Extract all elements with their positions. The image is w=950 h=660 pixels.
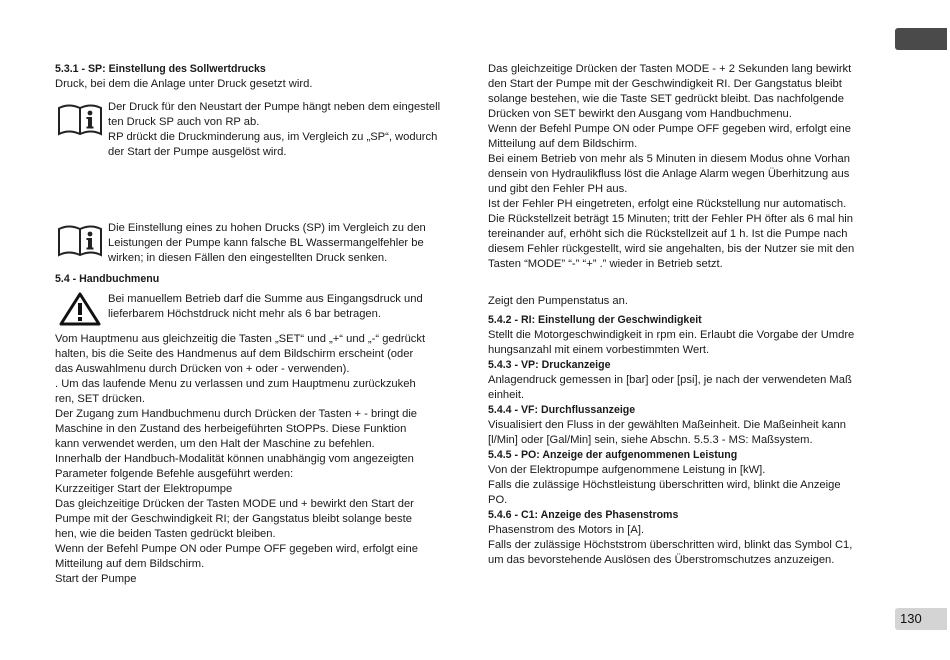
- body-line: Drücken von SET bewirkt den Ausgang vom Handbuchmenu.: [488, 108, 792, 120]
- body-line: um das bevorstehende Auslösen des Überstromschutzes anzuzeigen.: [488, 554, 835, 566]
- body-line: Kurzzeitiger Start der Elektropumpe: [55, 483, 233, 495]
- body-line: Das gleichzeitige Drücken der Tasten MODE und + bewirkt den Start der: [55, 498, 414, 510]
- body-line: und gibt den Fehler PH aus.: [488, 183, 628, 195]
- body-line: diesem Fehler rückgestellt, wird sie angehalten, bis der Nutzer sie mit den: [488, 243, 855, 255]
- body-line: Phasenstrom des Motors in [A].: [488, 524, 645, 536]
- body-line: Tasten “MODE” “-” “+” .” wieder in Betrieb setzt.: [488, 258, 723, 270]
- pump-status-text: Zeigt den Pumpenstatus an.: [488, 295, 628, 307]
- body-line: [l/Min] oder [Gal/Min] sein, siehe Abschn. 5.5.3 - MS: Maßsystem.: [488, 434, 813, 446]
- warning-note: [55, 292, 463, 322]
- left-column: [55, 62, 463, 587]
- note1-line: der Start der Pumpe ausgelöst wird.: [108, 146, 287, 158]
- body-line: Anlagendruck gemessen in [bar] oder [psi], je nach der verwendeten Maß: [488, 374, 852, 386]
- note1-line: Der Druck für den Neustart der Pumpe hängt neben dem eingestell: [108, 101, 441, 113]
- body-line: Das gleichzeitige Drücken der Tasten MODE - + 2 Sekunden lang bewirkt: [488, 63, 852, 75]
- section-vf: [488, 403, 896, 448]
- section-ri: [488, 313, 896, 358]
- note2-line: wirken; in diesen Fällen den eingestellten Druck senken.: [108, 252, 388, 264]
- body-line: Ist der Fehler PH eingetreten, erfolgt eine Rückstellung nur automatisch.: [488, 198, 847, 210]
- section-vp: [488, 358, 896, 403]
- info-book-icon: [57, 223, 103, 257]
- info-book-icon: [57, 102, 103, 136]
- note2-line: Leistungen der Pumpe kann falsche BL Wassermangelfehler be: [108, 237, 424, 249]
- sp-heading: 5.3.1 - SP: Einstellung des Sollwertdrucks: [55, 63, 266, 75]
- note1-line: RP drückt die Druckminderung aus, im Vergleich zu „SP“, wodurch: [108, 131, 438, 143]
- handbuchmenu-body: [55, 332, 463, 587]
- body-line: halten, bis die Seite des Handmenus auf dem Bildschirm erscheint (oder: [55, 348, 414, 360]
- body-line: Falls der zulässige Höchststrom überschritten wird, blinkt das Symbol C1,: [488, 539, 853, 551]
- body-line: das Auswahlmenu durch Drücken von + oder - verwenden).: [55, 363, 350, 375]
- section-c1: [488, 508, 896, 568]
- body-line: Von der Elektropumpe aufgenommene Leistung in [kW].: [488, 464, 766, 476]
- vf-heading: 5.4.4 - VF: Durchflussanzeige: [488, 404, 636, 416]
- body-line: hen, wie die beiden Tasten gedrückt bleiben.: [55, 528, 276, 540]
- body-line: hungsanzahl mit einem vorbestimmten Wert.: [488, 344, 710, 356]
- po-heading: 5.4.5 - PO: Anzeige der aufgenommenen Leistung: [488, 449, 738, 461]
- body-line: Wenn der Befehl Pumpe ON oder Pumpe OFF gegeben wird, erfolgt eine: [488, 123, 851, 135]
- body-line: den Start der Pumpe mit der Geschwindigkeit RI. Der Gangstatus bleibt: [488, 78, 842, 90]
- warning-triangle-icon: [59, 292, 101, 326]
- warning-line: Bei manuellem Betrieb darf die Summe aus Eingangsdruck und: [108, 293, 423, 305]
- body-line: solange bestehen, wie die Taste SET gedrückt bleibt. Das nachfolgende: [488, 93, 844, 105]
- body-line: Falls die zulässige Höchstleistung überschritten wird, blinkt die Anzeige: [488, 479, 841, 491]
- vp-heading: 5.4.3 - VP: Druckanzeige: [488, 359, 611, 371]
- ri-heading: 5.4.2 - RI: Einstellung der Geschwindigkeit: [488, 314, 702, 326]
- body-line: PO.: [488, 494, 508, 506]
- body-line: Innerhalb der Handbuch-Modalität können unabhängig vom angezeigten: [55, 453, 414, 465]
- body-line: . Um das laufende Menu zu verlassen und zum Hauptmenu zurückzukeh: [55, 378, 416, 390]
- info-note-1: [55, 100, 463, 160]
- body-line: Stellt die Motorgeschwindigkeit in rpm ein. Erlaubt die Vorgabe der Umdre: [488, 329, 855, 341]
- info-note-2: [55, 221, 463, 266]
- note2-line: Die Einstellung eines zu hohen Drucks (SP) im Vergleich zu den: [108, 222, 426, 234]
- body-line: Parameter folgende Befehle ausgeführt werden:: [55, 468, 294, 480]
- body-line: Die Rückstellzeit beträgt 15 Minuten; tritt der Fehler PH öfter als 6 mal hin: [488, 213, 853, 225]
- body-line: Vom Hauptmenu aus gleichzeitig die Tasten „SET“ und „+“ und „-“ gedrückt: [55, 333, 426, 345]
- body-line: tereinander auf, erhöht sich die Rückstellzeit auf 1 h. Ist die Pumpe nach: [488, 228, 848, 240]
- c1-heading: 5.4.6 - C1: Anzeige des Phasenstroms: [488, 509, 679, 521]
- body-line: Mitteilung auf dem Bildschirm.: [55, 558, 205, 570]
- body-line: Bei einem Betrieb von mehr als 5 Minuten in diesem Modus ohne Vorhan: [488, 153, 850, 165]
- section-po: [488, 448, 896, 508]
- right-column: [488, 62, 896, 568]
- body-line: Pumpe mit der Geschwindigkeit RI; der Gangstatus bleibt solange beste: [55, 513, 412, 525]
- sp-text: Druck, bei dem die Anlage unter Druck gesetzt wird.: [55, 78, 313, 90]
- body-line: einheit.: [488, 389, 525, 401]
- body-line: ren, SET drücken.: [55, 393, 145, 405]
- handbuchmenu-heading: 5.4 - Handbuchmenu: [55, 273, 160, 285]
- pump-start-text: [488, 62, 896, 272]
- body-line: kann verwendet werden, um den Halt der Maschine zu befehlen.: [55, 438, 375, 450]
- section-tab: [895, 28, 947, 50]
- warning-line: lieferbarem Höchstdruck nicht mehr als 6 bar betragen.: [108, 308, 381, 320]
- body-line: Visualisiert den Fluss in der gewählten Maßeinheit. Die Maßeinheit kann: [488, 419, 846, 431]
- note1-line: ten Druck SP auch von RP ab.: [108, 116, 260, 128]
- body-line: Mitteilung auf dem Bildschirm.: [488, 138, 638, 150]
- page-number: 130: [900, 611, 922, 626]
- body-line: densein von Hydraulikfluss löst die Anlage Alarm wegen Überhitzung aus: [488, 168, 850, 180]
- body-line: Der Zugang zum Handbuchmenu durch Drücken der Tasten + - bringt die: [55, 408, 418, 420]
- body-line: Start der Pumpe: [55, 573, 137, 585]
- body-line: Maschine in den Zustand des herbeigeführten StOPPs. Diese Funktion: [55, 423, 407, 435]
- body-line: Wenn der Befehl Pumpe ON oder Pumpe OFF gegeben wird, erfolgt eine: [55, 543, 418, 555]
